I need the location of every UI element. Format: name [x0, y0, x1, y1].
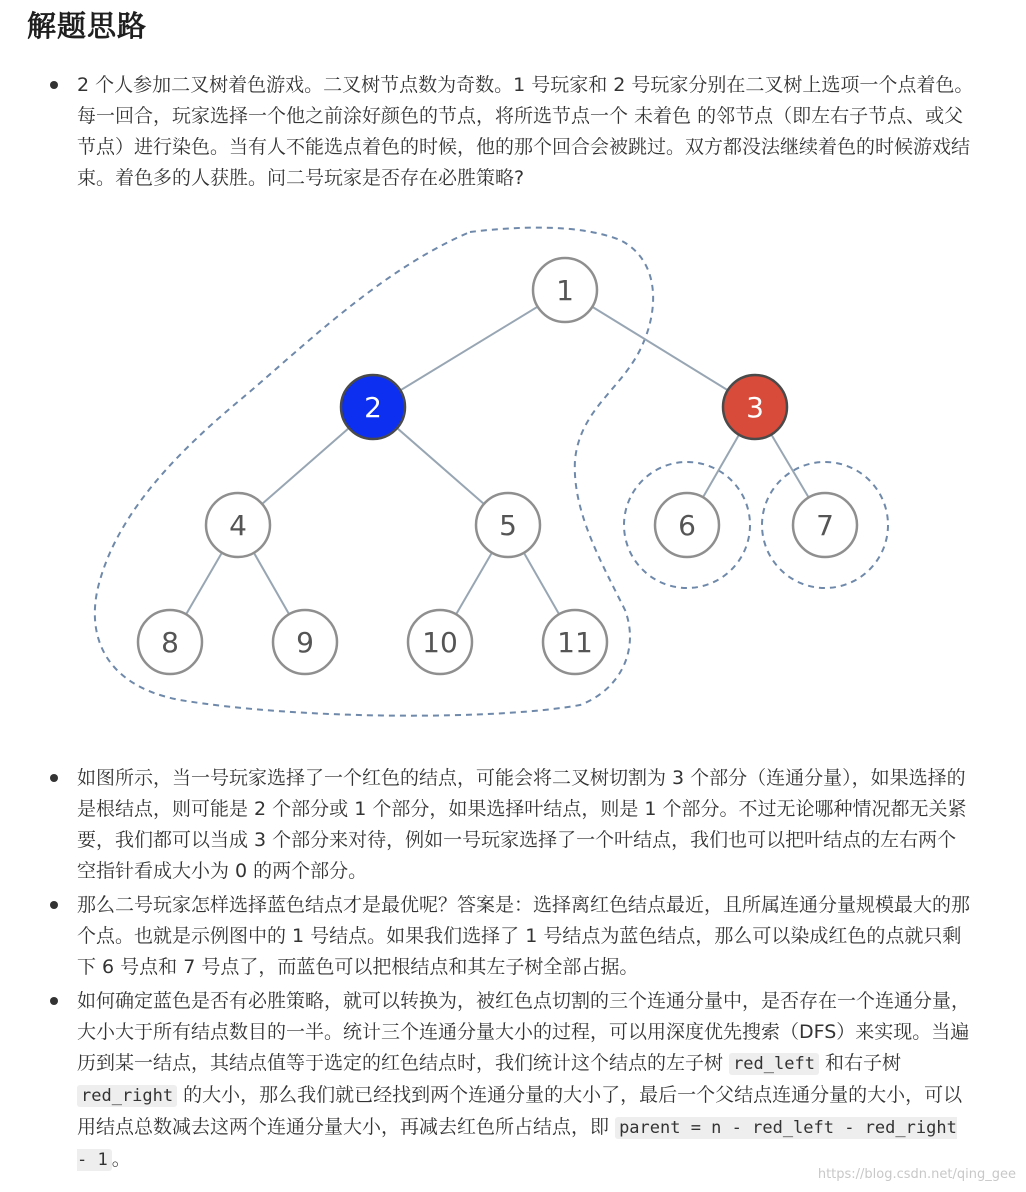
tree-node-8	[138, 610, 202, 674]
text-part: 如何确定蓝色是否有必胜策略，就可以转换为，被红色点切割的三个连通分量中，是否存在一个连通分量，大小大于所有结点数目的一半。统计三个连通分量大小的过程，可以用深度优先搜索（DFS）来实现。当遍历到某一结点，其结点值等于选定的红色结点时，我们统计这个结点的左子树	[77, 990, 971, 1074]
bullet-intro: 2 个人参加二叉树着色游戏。二叉树节点数为奇数。1 号玩家和 2 号玩家分别在二叉树上选项一个点着色。每一回合，玩家选择一个他之前涂好颜色的节点，将所选节点一个 未着色 的邻节点（即左右子节点、或父节点）进行染色。当有人不能选点着色的时候，他的那个回合会被跳过。双方都没法继续着色的时候游戏结束。着色多的人获胜。问二号玩家是否存在必胜策略?	[0, 70, 1026, 194]
tree-node-label: 9	[296, 626, 314, 659]
tree-node-4	[206, 493, 270, 557]
page-title: 解题思路	[27, 9, 148, 43]
explanation-list	[0, 763, 1026, 1179]
code-parent-formula: parent = n - red_left - red_right - 1	[77, 1118, 957, 1170]
text-part: 的大小，那么我们就已经找到两个连通分量的大小了，最后一个父结点连通分量的大小，可以用结点总数减去这两个连通分量大小，再减去红色所占结点，即	[77, 1084, 963, 1138]
problem-list	[0, 70, 1026, 194]
bullet-best-choice: 那么二号玩家怎样选择蓝色结点才是最优呢？答案是：选择离红色结点最近，且所属连通分量规模最大的那个点。也就是示例图中的 1 号结点。如果我们选择了 1 号结点为蓝色结点，那么可以染成红色的点就只剩下 6 号点和 7 号点了，而蓝色可以把根结点和其左子树全部占据。	[0, 890, 1026, 983]
tree-node-label: 5	[499, 509, 517, 542]
text-part: 和右子树	[825, 1052, 902, 1074]
tree-node-label: 10	[422, 626, 458, 659]
tree-node-label: 2	[364, 391, 382, 424]
binary-tree-diagram	[0, 210, 1026, 730]
tree-node-7	[793, 493, 857, 557]
bullet-dfs	[0, 986, 1026, 1176]
tree-node-label: 1	[556, 274, 574, 307]
tree-node-9	[273, 610, 337, 674]
tree-node-label: 3	[746, 391, 764, 424]
code-red-left: red_left	[729, 1053, 819, 1075]
tree-node-6	[655, 493, 719, 557]
tree-node-1	[533, 258, 597, 322]
tree-node-3	[723, 375, 787, 439]
tree-node-label: 8	[161, 626, 179, 659]
tree-node-10	[408, 610, 472, 674]
tree-node-label: 11	[557, 626, 593, 659]
tree-node-label: 7	[816, 509, 834, 542]
tree-edge	[565, 290, 755, 407]
tree-node-5	[476, 493, 540, 557]
text-end: 。	[111, 1148, 131, 1170]
tree-edge	[373, 290, 565, 407]
code-red-right: red_right	[77, 1085, 177, 1107]
tree-node-11	[543, 610, 607, 674]
tree-node-2	[341, 375, 405, 439]
tree-node-label: 6	[678, 509, 696, 542]
watermark: https://blog.csdn.net/qing_gee	[817, 1167, 1016, 1182]
bullet-partition: 如图所示，当一号玩家选择了一个红色的结点，可能会将二叉树切割为 3 个部分（连通分量），如果选择的是根结点，则可能是 2 个部分或 1 个部分，如果选择叶结点，则是 1 个部分。不过无论哪种情况都无关紧要，我们都可以当成 3 个部分来对待，例如一号玩家选择了一个叶结点，我们也可以把叶结点的左右两个空指针看成大小为 0 的两个部分。	[0, 763, 1026, 887]
tree-node-label: 4	[229, 509, 247, 542]
